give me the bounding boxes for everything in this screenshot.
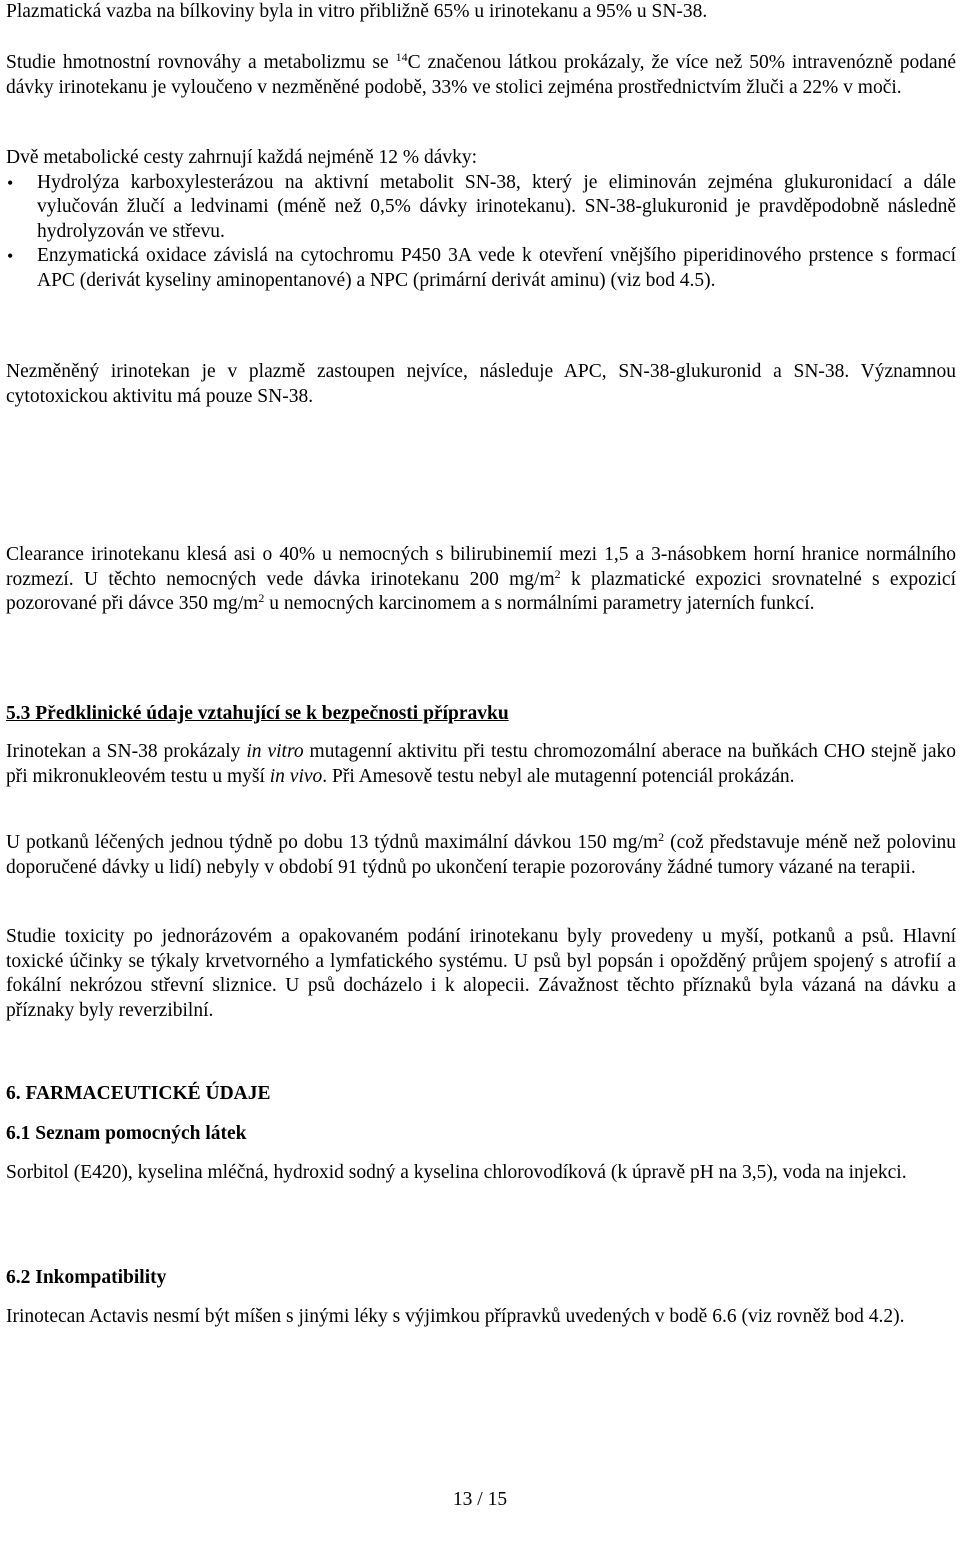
section-heading-6-2: 6.2 Inkompatibility <box>6 1267 167 1288</box>
paragraph-plasma-binding: Plazmatická vazba na bílkoviny byla in vitro přibližně 65% u irinotekanu a 95% u SN-38. <box>6 1 708 22</box>
list-item: • Hydrolýza karboxylesterázou na aktivní metabolit SN-38, který je eliminován zejména glukuronidací a dále vylučován žlučí a ledvinami (méně než 0,5% dávky irinotekanu). SN-38-glukuronid je pravděpodobně následně hydrolyzován ve střevu. <box>6 171 956 245</box>
metabolic-pathways-section <box>6 146 956 293</box>
page-number: 13 / 15 <box>452 1489 508 1510</box>
paragraph-unchanged-irinotecan: Nezměněný irinotekan je v plazmě zastoupen nejvíce, následuje APC, SN-38-glukuronid a SN-38. Významnou cytotoxickou aktivitu má pouze SN-38. <box>6 361 956 407</box>
paragraph-clearance: Clearance irinotekanu klesá asi o 40% u nemocných s bilirubinemií mezi 1,5 a 3-násobkem horní hranice normálního rozmezí. U těchto nemocných vede dávka irinotekanu 200 $mg/m^2$ k plazmatické expozici srovnatelné s expozicí pozorované při dávce 350 $mg/m^2$ u nemocných karcinomem a s normálními parametry jaterních funkcí. <box>6 544 956 614</box>
paragraph-excipients: Sorbitol (E420), kyselina mléčná, hydroxid sodný a kyselina chlorovodíková (k úpravě pH na 3,5), voda na injekci. <box>6 1162 907 1183</box>
section-heading-5-3: 5.3 Předklinické údaje vztahující se k bezpečnosti přípravku <box>6 703 509 724</box>
section-heading-6: 6. FARMACEUTICKÉ ÚDAJE <box>6 1083 271 1104</box>
section-heading-6-1: 6.1 Seznam pomocných látek <box>6 1123 247 1144</box>
paragraph-mass-balance: Studie hmotnostní rovnováhy a metabolizmu se $^{14}$C značenou látkou prokázaly, že více než 50% intravenózně podané dávky irinotekanu je vyloučeno v nezměněné podobě, 33% ve stolici zejména prostřednictvím žluči a 22% v moči. <box>6 50 956 98</box>
paragraph-mutagenicity: Irinotekan a SN-38 prokázaly in vitro mutagenní aktivitu při testu chromozomální aberace na buňkách CHO stejně jako při mikronukleovém testu u myší in vivo. Při Amesově testu nebyl ale mutagenní potenciál prokázán. <box>6 741 956 787</box>
paragraph-toxicity: Studie toxicity po jednorázovém a opakovaném podání irinotekanu byly provedeny u myší, potkanů a psů. Hlavní toxické účinky se týkaly krvetvorného a lymfatického systému. U psů byl popsán i opožděný průjem spojený s atrofií a fokální nekrózou střevní sliznice. U psů docházelo i k alopecii. Závažnost těchto příznaků byla vázaná na dávku a příznaky byly reverzibilní. <box>6 926 956 1021</box>
paragraph-pathways-intro: Dvě metabolické cesty zahrnují každá nejméně 12 % dávky: <box>6 147 478 168</box>
list-item: • Enzymatická oxidace závislá na cytochromu P450 3A vede k otevření vnějšího piperidinového prstence s formací APC (derivát kyseliny aminopentanové) a NPC (primární derivát aminu) (viz bod 4.5). <box>6 244 956 293</box>
pathways-list <box>6 171 956 294</box>
paragraph-rats: U potkanů léčených jednou týdně po dobu 13 týdnů maximální dávkou 150 $mg/m^2$ (což představuje méně než polovinu doporučené dávky u lidí) nebyly v období 91 týdnů po ukončení terapie pozorovány žádné tumory vázané na terapii. <box>6 830 956 878</box>
paragraph-incompatibilities: Irinotecan Actavis nesmí být míšen s jinými léky s výjimkou přípravků uvedených v bodě 6.6 (viz rovněž bod 4.2). <box>6 1306 905 1327</box>
